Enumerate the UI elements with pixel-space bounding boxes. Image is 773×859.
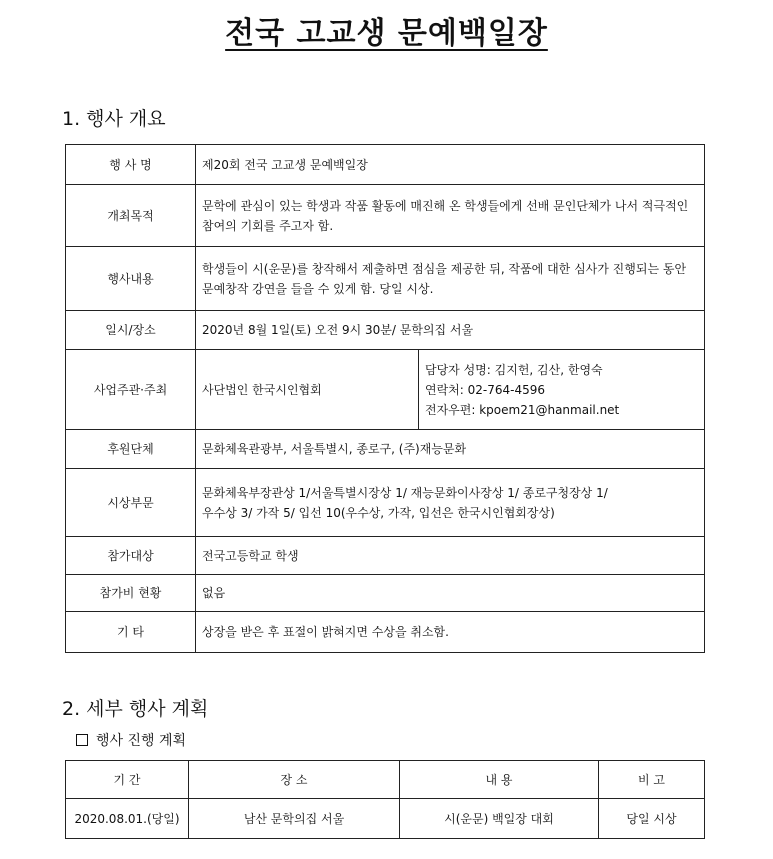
row-label: 참가대상 bbox=[66, 537, 196, 575]
section2-subheading bbox=[76, 730, 186, 750]
table-cell: 시(운문) 백일장 대회 bbox=[400, 799, 599, 839]
row-label: 행사내용 bbox=[66, 247, 196, 311]
table-row bbox=[66, 612, 705, 653]
checkbox-square-icon bbox=[76, 734, 88, 746]
column-header: 내 용 bbox=[400, 761, 599, 799]
table-row bbox=[66, 350, 705, 430]
table-row bbox=[66, 575, 705, 612]
row-value: 제20회 전국 고교생 문예백일장 bbox=[196, 145, 705, 185]
table-row bbox=[66, 247, 705, 311]
schedule-table bbox=[65, 760, 705, 839]
row-label: 참가비 현황 bbox=[66, 575, 196, 612]
table-row bbox=[66, 537, 705, 575]
row-value: 문화체육관광부, 서울특별시, 종로구, (주)재능문화 bbox=[196, 430, 705, 469]
row-label: 시상부문 bbox=[66, 469, 196, 537]
contact-name: 담당자 성명: 김지헌, 김산, 한영숙 bbox=[425, 362, 603, 377]
document-title-text: 전국 고교생 문예백일장 bbox=[225, 16, 548, 51]
table-row bbox=[66, 469, 705, 537]
table-row bbox=[66, 430, 705, 469]
column-header: 장 소 bbox=[189, 761, 400, 799]
row-value: 없음 bbox=[196, 575, 705, 612]
row-value: 학생들이 시(운문)를 창작해서 제출하면 점심을 제공한 뒤, 작품에 대한 심사가 진행되는 동안 문예창작 강연을 들을 수 있게 함. 당일 시상. bbox=[196, 247, 705, 311]
row-label: 일시/장소 bbox=[66, 311, 196, 350]
contact-phone: 연락처: 02-764-4596 bbox=[425, 382, 546, 397]
row-label: 사업주관·주최 bbox=[66, 350, 196, 430]
row-value: 2020년 8월 1일(토) 오전 9시 30분/ 문학의집 서울 bbox=[196, 311, 705, 350]
table-cell: 남산 문학의집 서울 bbox=[189, 799, 400, 839]
row-value: 상장을 받은 후 표절이 밝혀지면 수상을 취소함. bbox=[196, 612, 705, 653]
row-value: 문학에 관심이 있는 학생과 작품 활동에 매진해 온 학생들에게 선배 문인단체가 나서 적극적인 참여의 기회를 주고자 함. bbox=[196, 185, 705, 247]
column-header: 기 간 bbox=[66, 761, 189, 799]
section2-heading: 2. 세부 행사 계획 bbox=[62, 698, 209, 720]
row-label: 행 사 명 bbox=[66, 145, 196, 185]
contact-email: 전자우편: kpoem21@hanmail.net bbox=[425, 402, 620, 417]
row-label: 개최목적 bbox=[66, 185, 196, 247]
table-row bbox=[66, 311, 705, 350]
overview-table bbox=[65, 144, 705, 653]
subheading-text: 행사 진행 계획 bbox=[96, 733, 187, 749]
award-line-2: 우수상 3/ 가작 5/ 입선 10(우수상, 가작, 입선은 한국시인협회장상) bbox=[202, 505, 555, 520]
table-cell: 2020.08.01.(당일) bbox=[66, 799, 189, 839]
row-label: 후원단체 bbox=[66, 430, 196, 469]
row-value: 전국고등학교 학생 bbox=[196, 537, 705, 575]
table-cell: 당일 시상 bbox=[599, 799, 705, 839]
section1-heading: 1. 행사 개요 bbox=[62, 108, 166, 130]
column-header: 비 고 bbox=[599, 761, 705, 799]
row-value: 사단법인 한국시인협회 bbox=[196, 350, 419, 430]
table-header-row bbox=[66, 761, 705, 799]
table-row bbox=[66, 799, 705, 839]
contact-cell bbox=[419, 350, 705, 430]
table-row bbox=[66, 185, 705, 247]
document-title bbox=[0, 8, 773, 52]
row-label: 기 타 bbox=[66, 612, 196, 653]
row-value bbox=[196, 469, 705, 537]
award-line-1: 문화체육부장관상 1/서울특별시장상 1/ 재능문화이사장상 1/ 종로구청장상 1/ bbox=[202, 485, 608, 500]
table-row bbox=[66, 145, 705, 185]
